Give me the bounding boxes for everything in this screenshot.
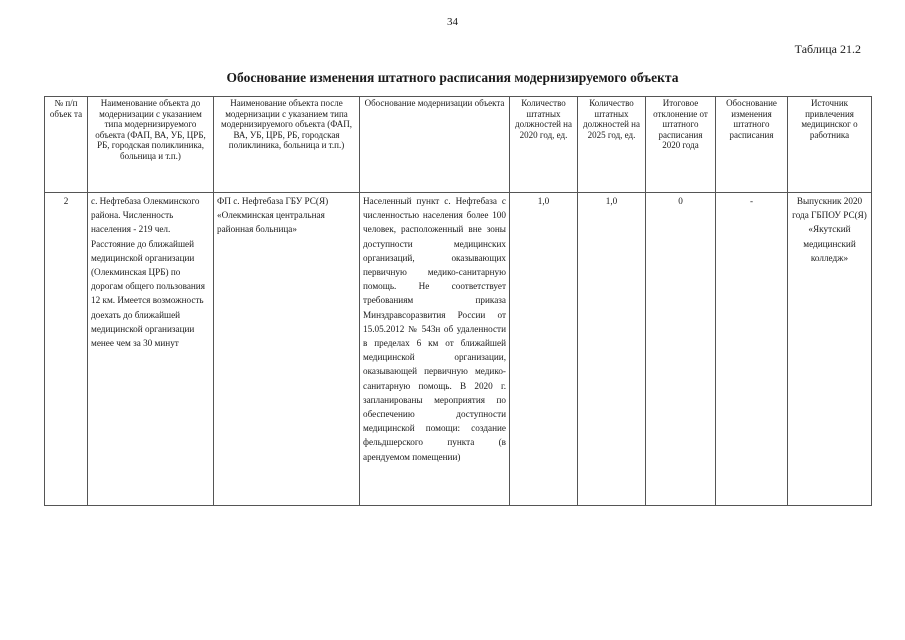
header-staff-2020: Количество штатных должностей на 2020 год, ед. xyxy=(510,97,578,193)
table-row xyxy=(45,193,872,506)
cell-staff-2020: 1,0 xyxy=(510,193,578,506)
cell-change-reason: - xyxy=(716,193,788,506)
header-deviation: Итоговое отклонение от штатного расписания 2020 года xyxy=(646,97,716,193)
table-label: Таблица 21.2 xyxy=(794,42,861,56)
cell-object-after: ФП с. Нефтебаза ГБУ РС(Я) «Олекминская центральная районная больница» xyxy=(214,193,360,506)
cell-deviation: 0 xyxy=(646,193,716,506)
header-change-reason: Обоснование изменения штатного расписания xyxy=(716,97,788,193)
staffing-table xyxy=(44,96,872,506)
cell-staff-2025: 1,0 xyxy=(578,193,646,506)
cell-basis: Населенный пункт с. Нефтебаза с численностью населения более 100 человек, расположенный вне зоны доступности медицинских организаций, оказывающих первичную медико-санитарную помощь. Не соответствует требованиям приказа Минздравсоразвития России от 15.05.2012 № 543н об удаленности в пределах 6 км от ближайшей медицинской организации, оказывающей первичную медико-санитарную помощь. В 2020 г. запланированы мероприятия по обеспечению доступности медицинской помощи: создание фельдшерского пункта (в арендуемом помещении) xyxy=(360,193,510,506)
header-source: Источник привлечения медицинског о работника xyxy=(788,97,872,193)
header-object-before: Наименование объекта до модернизации с указанием типа модернизируемого объекта (ФАП, ВА, УБ, ЦРБ, РБ, городская поликлиника, больница и т.п.) xyxy=(88,97,214,193)
header-basis: Обоснование модернизации объекта xyxy=(360,97,510,193)
page-number: 34 xyxy=(447,16,458,28)
header-object-after: Наименование объекта после модернизации с указанием типа модернизируемого объекта (ФАП, ВА, УБ, ЦРБ, РБ, городская поликлиника, больница и т.п.) xyxy=(214,97,360,193)
header-row xyxy=(45,97,872,193)
header-num: № п/п объек та xyxy=(45,97,88,193)
cell-source: Выпускник 2020 года ГБПОУ РС(Я) «Якутский медицинский колледж» xyxy=(788,193,872,506)
cell-object-before: с. Нефтебаза Олекминского района. Численность населения - 219 чел. Расстояние до ближайшей медицинской организации (Олекминская ЦРБ) по дорогам общего пользования 12 км. Имеется возможность доехать до ближайшей медицинской организации менее чем за 30 минут xyxy=(88,193,214,506)
document-title: Обоснование изменения штатного расписания модернизируемого объекта xyxy=(226,70,679,85)
cell-num: 2 xyxy=(45,193,88,506)
header-staff-2025: Количество штатных должностей на 2025 год, ед. xyxy=(578,97,646,193)
